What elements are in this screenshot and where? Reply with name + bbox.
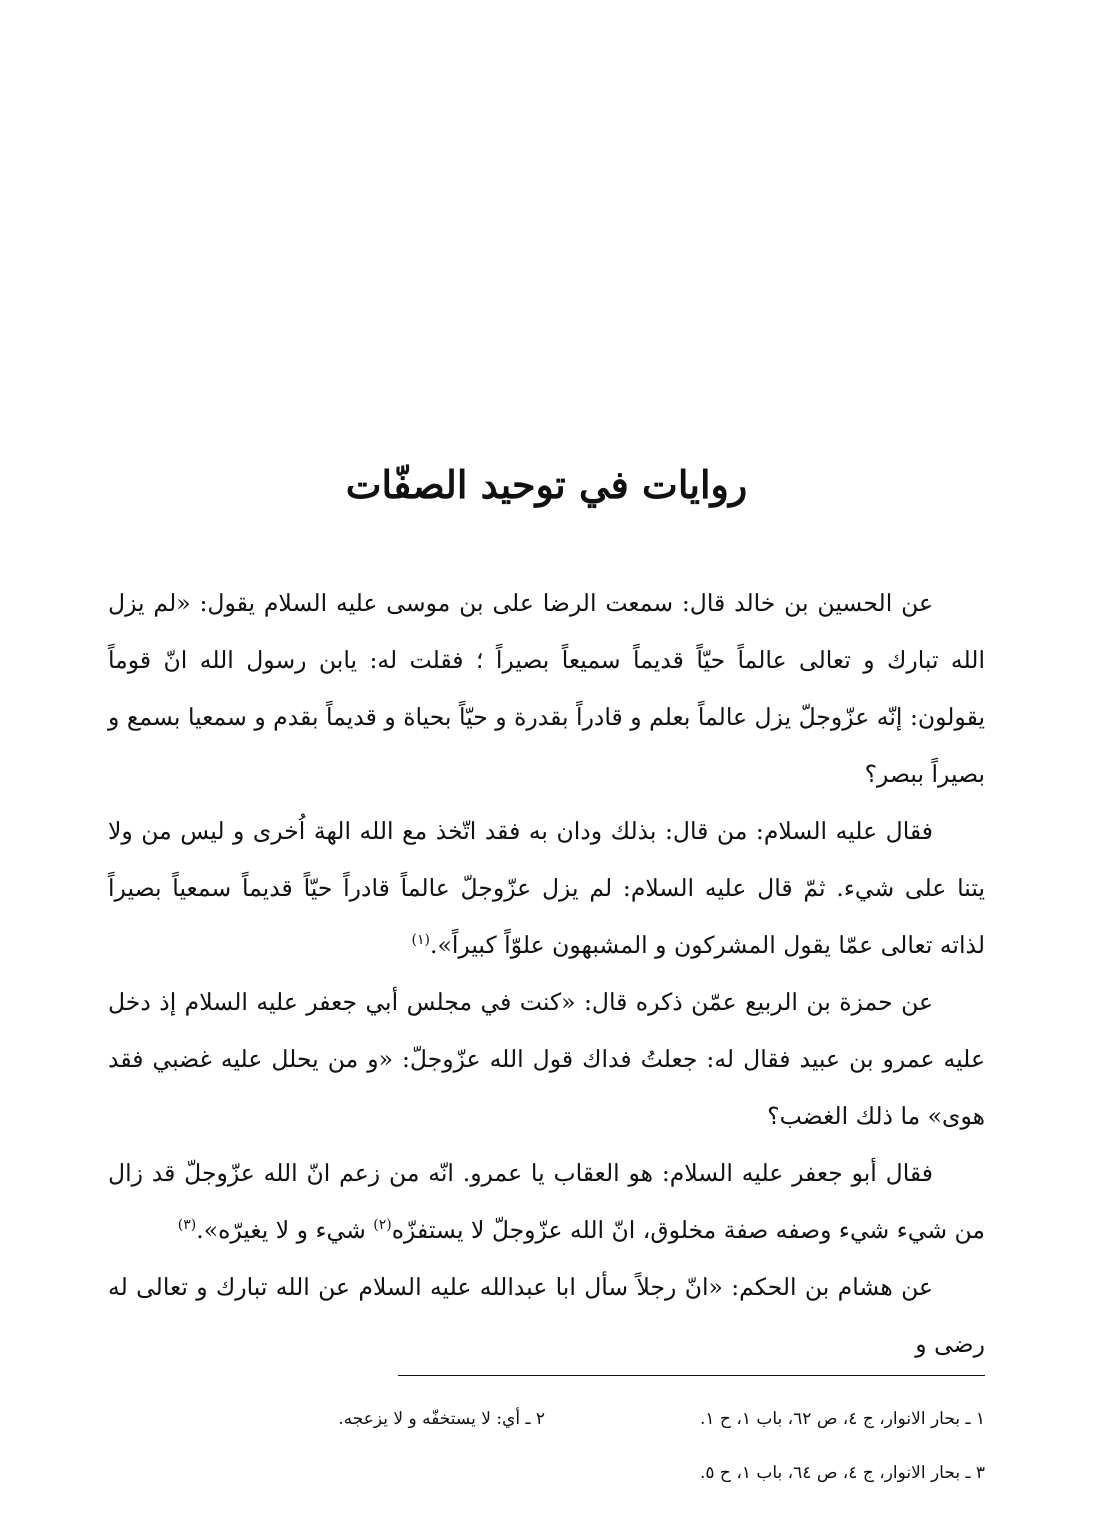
paragraph-5-text: عن هشام بن الحكم: «انّ رجلاً سأل ابا عبدالله عليه السلام عن الله تبارك و تعالى له رضى و [108, 1273, 985, 1358]
paragraph-3-text: عن حمزة بن الربيع عمّن ذكره قال: «كنت في مجلس أبي جعفر عليه السلام إذ دخل عليه عمرو بن عبيد فقال له: جعلتُ فداك قول الله عزّوجلّ: «و من يحلل عليه غضبي فقد هوى» ما ذلك الغضب؟ [108, 988, 985, 1130]
footnote-divider [398, 1375, 985, 1376]
paragraph-1-text: عن الحسين بن خالد قال: سمعت الرضا على بن موسى عليه السلام يقول: «لم يزل الله تبارك و تعالى عالماً حيّاً قديماً سميعاً بصيراً ؛ فقلت له: يابن رسول الله انّ قوماً يقولون: إنّه عزّوجلّ يزل عالماً بعلم و قادراً بقدرة و حيّاً بحياة و قديماً بقدم و سمعيا بسمع و بصيراً ببصر؟ [108, 589, 985, 788]
paragraph-3 [108, 974, 985, 1145]
paragraph-4-text-after: شيء و لا يغيرّه». [196, 1216, 374, 1244]
footnote-ref-3: (٣) [177, 1217, 197, 1234]
paragraph-4-text-before: فقال أبو جعفر عليه السلام: هو العقاب يا عمرو. انّه من زعم انّ الله عزّوجلّ قد زال من شيء شيء وصفه صفة مخلوق، انّ الله عزّوجلّ لا يستفزّه [108, 1159, 985, 1244]
paragraph-2 [108, 803, 985, 974]
footnote-2: ٢ ـ أي: لا يستخفّه و لا يزعجه. [338, 1409, 545, 1429]
paragraph-5 [108, 1259, 985, 1373]
paragraph-1 [108, 575, 985, 803]
main-text [108, 575, 985, 1373]
page-title: روايات في توحيد الصفّات [345, 462, 748, 507]
footnote-ref-2: (٢) [373, 1217, 392, 1234]
footnote-1: ١ ـ بحار الانوار، ج ٤، ص ٦٢، باب ١، ح ١. [699, 1409, 985, 1429]
paragraph-2-text: فقال عليه السلام: من قال: بذلك ودان به فقد اتّخذ مع الله الهة اُخرى و ليس من ولا يتنا على شيء. ثمّ قال عليه السلام: لم يزل عزّوجلّ عالماً قادراً حيّاً قديماً سمعياً بصيراً لذاته تعالى عمّا يقول المشركون و المشبهون علوّاً كبيراً». [108, 817, 985, 959]
footnote-3: ٣ ـ بحار الانوار، ج ٤، ص ٦٤، باب ١، ح ٥. [699, 1463, 985, 1483]
footnote-ref-1: (١) [411, 932, 430, 949]
paragraph-4 [108, 1145, 985, 1259]
